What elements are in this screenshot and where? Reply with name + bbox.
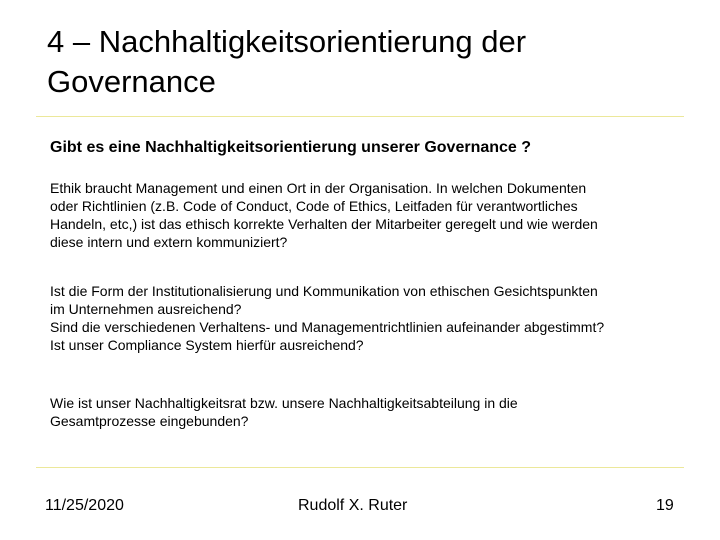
- footer-author: Rudolf X. Ruter: [298, 497, 408, 514]
- slide-title-line: Governance: [47, 64, 216, 99]
- key-question: Gibt es eine Nachhaltigkeitsorientierung unserer Governance ?: [50, 139, 532, 156]
- paragraph-line: Ethik braucht Management und einen Ort in der Organisation. In welchen Dokumenten: [50, 180, 587, 196]
- title-divider: [36, 116, 684, 117]
- paragraph-line: Sind die verschiedenen Verhaltens- und Managementrichtlinien aufeinander abgestimmt?: [50, 319, 605, 335]
- footer-divider: [36, 467, 684, 468]
- footer-date: 11/25/2020: [45, 497, 124, 514]
- slide-title: [47, 22, 687, 102]
- paragraph-ethics-management: [50, 179, 700, 251]
- page-number: 19: [656, 497, 674, 514]
- paragraph-line: Gesamtprozesse eingebunden?: [50, 413, 249, 429]
- slide-title-line: 4 – Nachhaltigkeitsorientierung der: [47, 24, 527, 59]
- paragraph-line: Ist die Form der Institutionalisierung und Kommunikation von ethischen Gesichtspunkten: [50, 283, 598, 299]
- paragraph-line: im Unternehmen ausreichend?: [50, 301, 242, 317]
- paragraph-line: diese intern und extern kommuniziert?: [50, 234, 288, 250]
- paragraph-sustainability-council: [50, 394, 700, 430]
- paragraph-institutionalisation: [50, 282, 700, 354]
- paragraph-line: Ist unser Compliance System hierfür ausreichend?: [50, 337, 364, 353]
- paragraph-line: Wie ist unser Nachhaltigkeitsrat bzw. unsere Nachhaltigkeitsabteilung in die: [50, 395, 518, 411]
- paragraph-line: oder Richtlinien (z.B. Code of Conduct, Code of Ethics, Leitfaden für verantwortliches: [50, 198, 578, 214]
- paragraph-line: Handeln, etc,) ist das ethisch korrekte Verhalten der Mitarbeiter geregelt und wie werden: [50, 216, 598, 232]
